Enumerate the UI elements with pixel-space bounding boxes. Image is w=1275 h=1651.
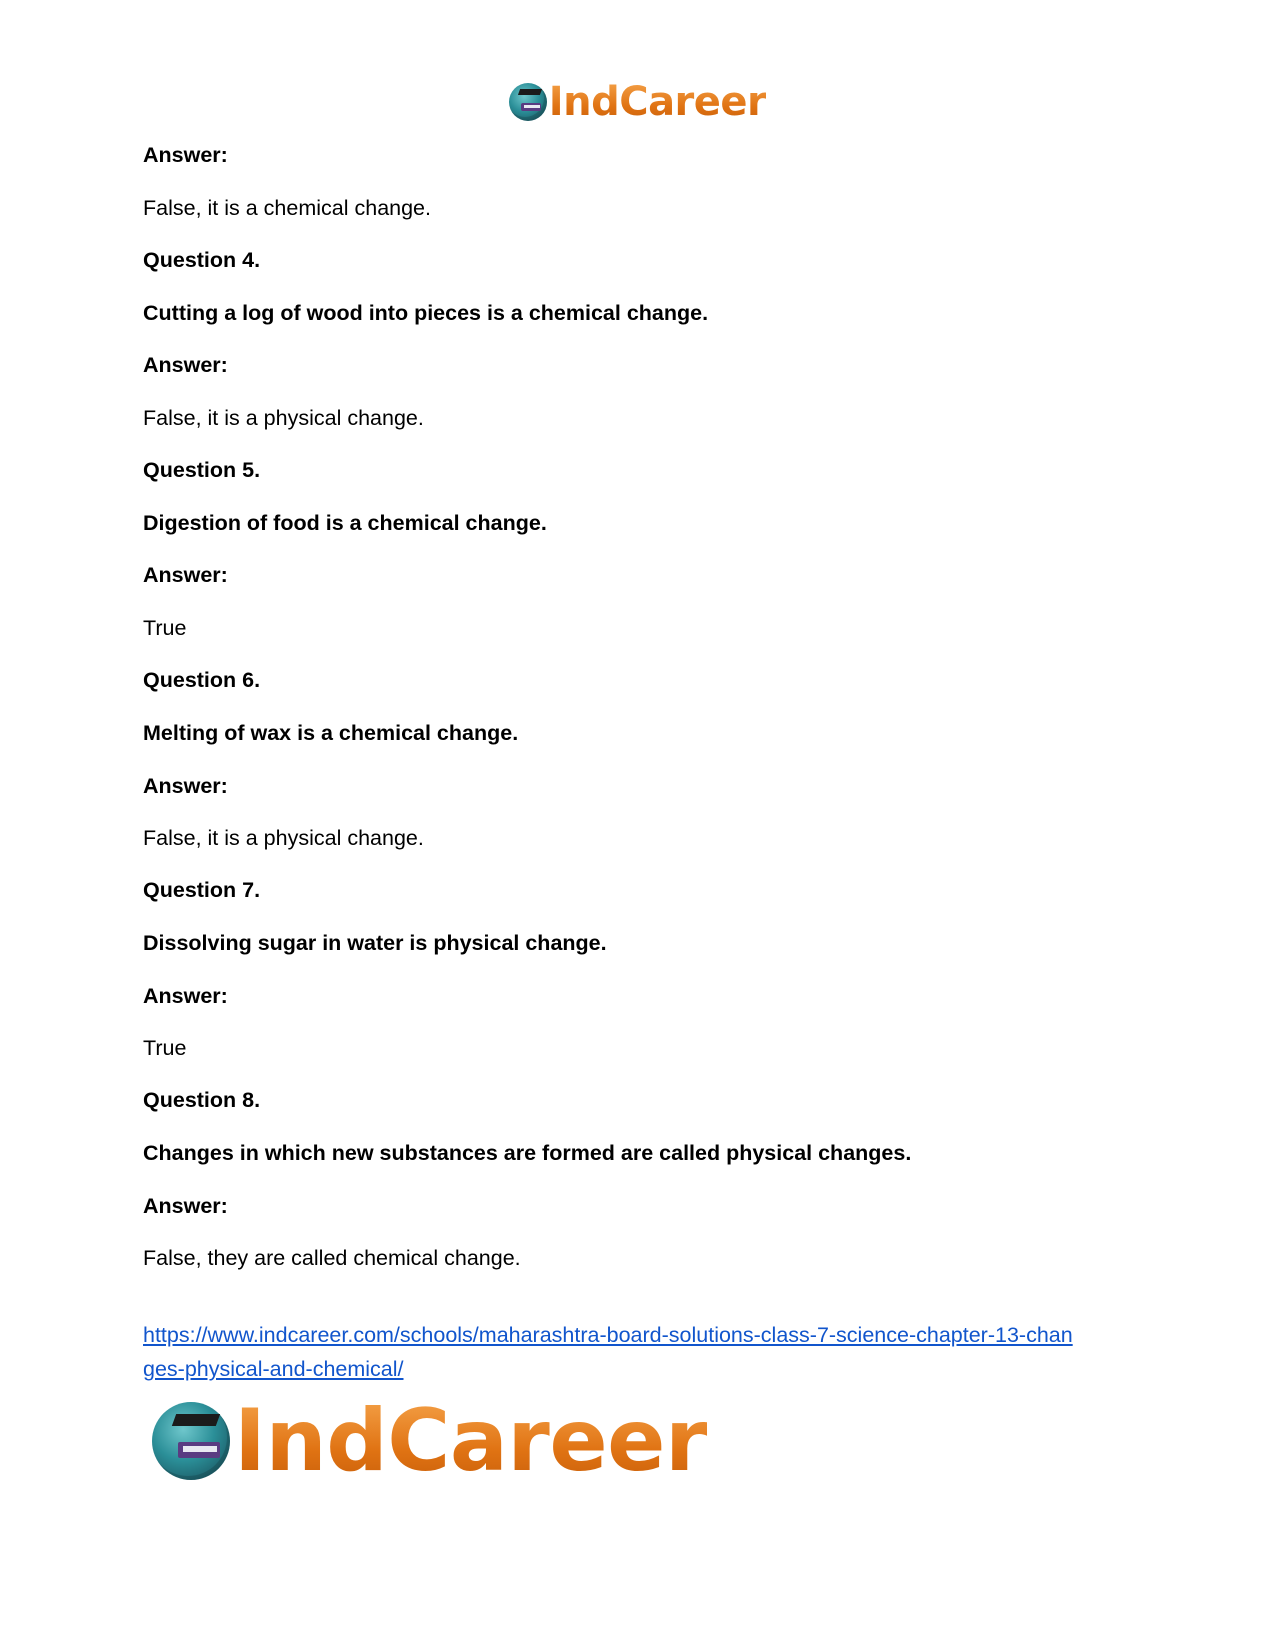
question-number: Question 5.: [143, 458, 261, 482]
answer-text: False, it is a physical change.: [143, 826, 424, 850]
answer-text: True: [143, 616, 187, 640]
answer-label: Answer:: [143, 563, 228, 587]
answer-label: Answer:: [143, 984, 228, 1008]
answer-text: False, it is a physical change.: [143, 406, 424, 430]
answer-text: True: [143, 1036, 187, 1060]
globe-graduation-cap-book-icon: [152, 1402, 230, 1480]
question-number: Question 8.: [143, 1088, 261, 1112]
logo-text: IndCareer: [234, 1391, 707, 1491]
question-text: Changes in which new substances are formed are called physical changes.: [143, 1141, 912, 1165]
question-number: Question 7.: [143, 878, 261, 902]
answer-label: Answer:: [143, 1194, 228, 1218]
footer-logo: [152, 1391, 707, 1491]
answer-text: False, they are called chemical change.: [143, 1246, 521, 1270]
answer-label: Answer:: [143, 143, 228, 167]
question-text: Cutting a log of wood into pieces is a chemical change.: [143, 301, 709, 325]
logo-text: IndCareer: [548, 79, 767, 125]
header-logo: [0, 80, 1275, 124]
question-text: Digestion of food is a chemical change.: [143, 511, 547, 535]
answer-text: False, it is a chemical change.: [143, 196, 431, 220]
brand-logo: [152, 1391, 707, 1491]
question-text: Dissolving sugar in water is physical change.: [143, 931, 607, 955]
answer-label: Answer:: [143, 774, 228, 798]
globe-graduation-cap-book-icon: [509, 83, 547, 121]
source-link[interactable]: https://www.indcareer.com/schools/maharashtra-board-solutions-class-7-science-chapter-13-changes-physical-and-chemical/: [143, 1323, 1073, 1381]
question-number: Question 4.: [143, 248, 261, 272]
question-text: Melting of wax is a chemical change.: [143, 721, 519, 745]
answer-label: Answer:: [143, 353, 228, 377]
question-number: Question 6.: [143, 668, 261, 692]
brand-logo: [509, 80, 767, 124]
